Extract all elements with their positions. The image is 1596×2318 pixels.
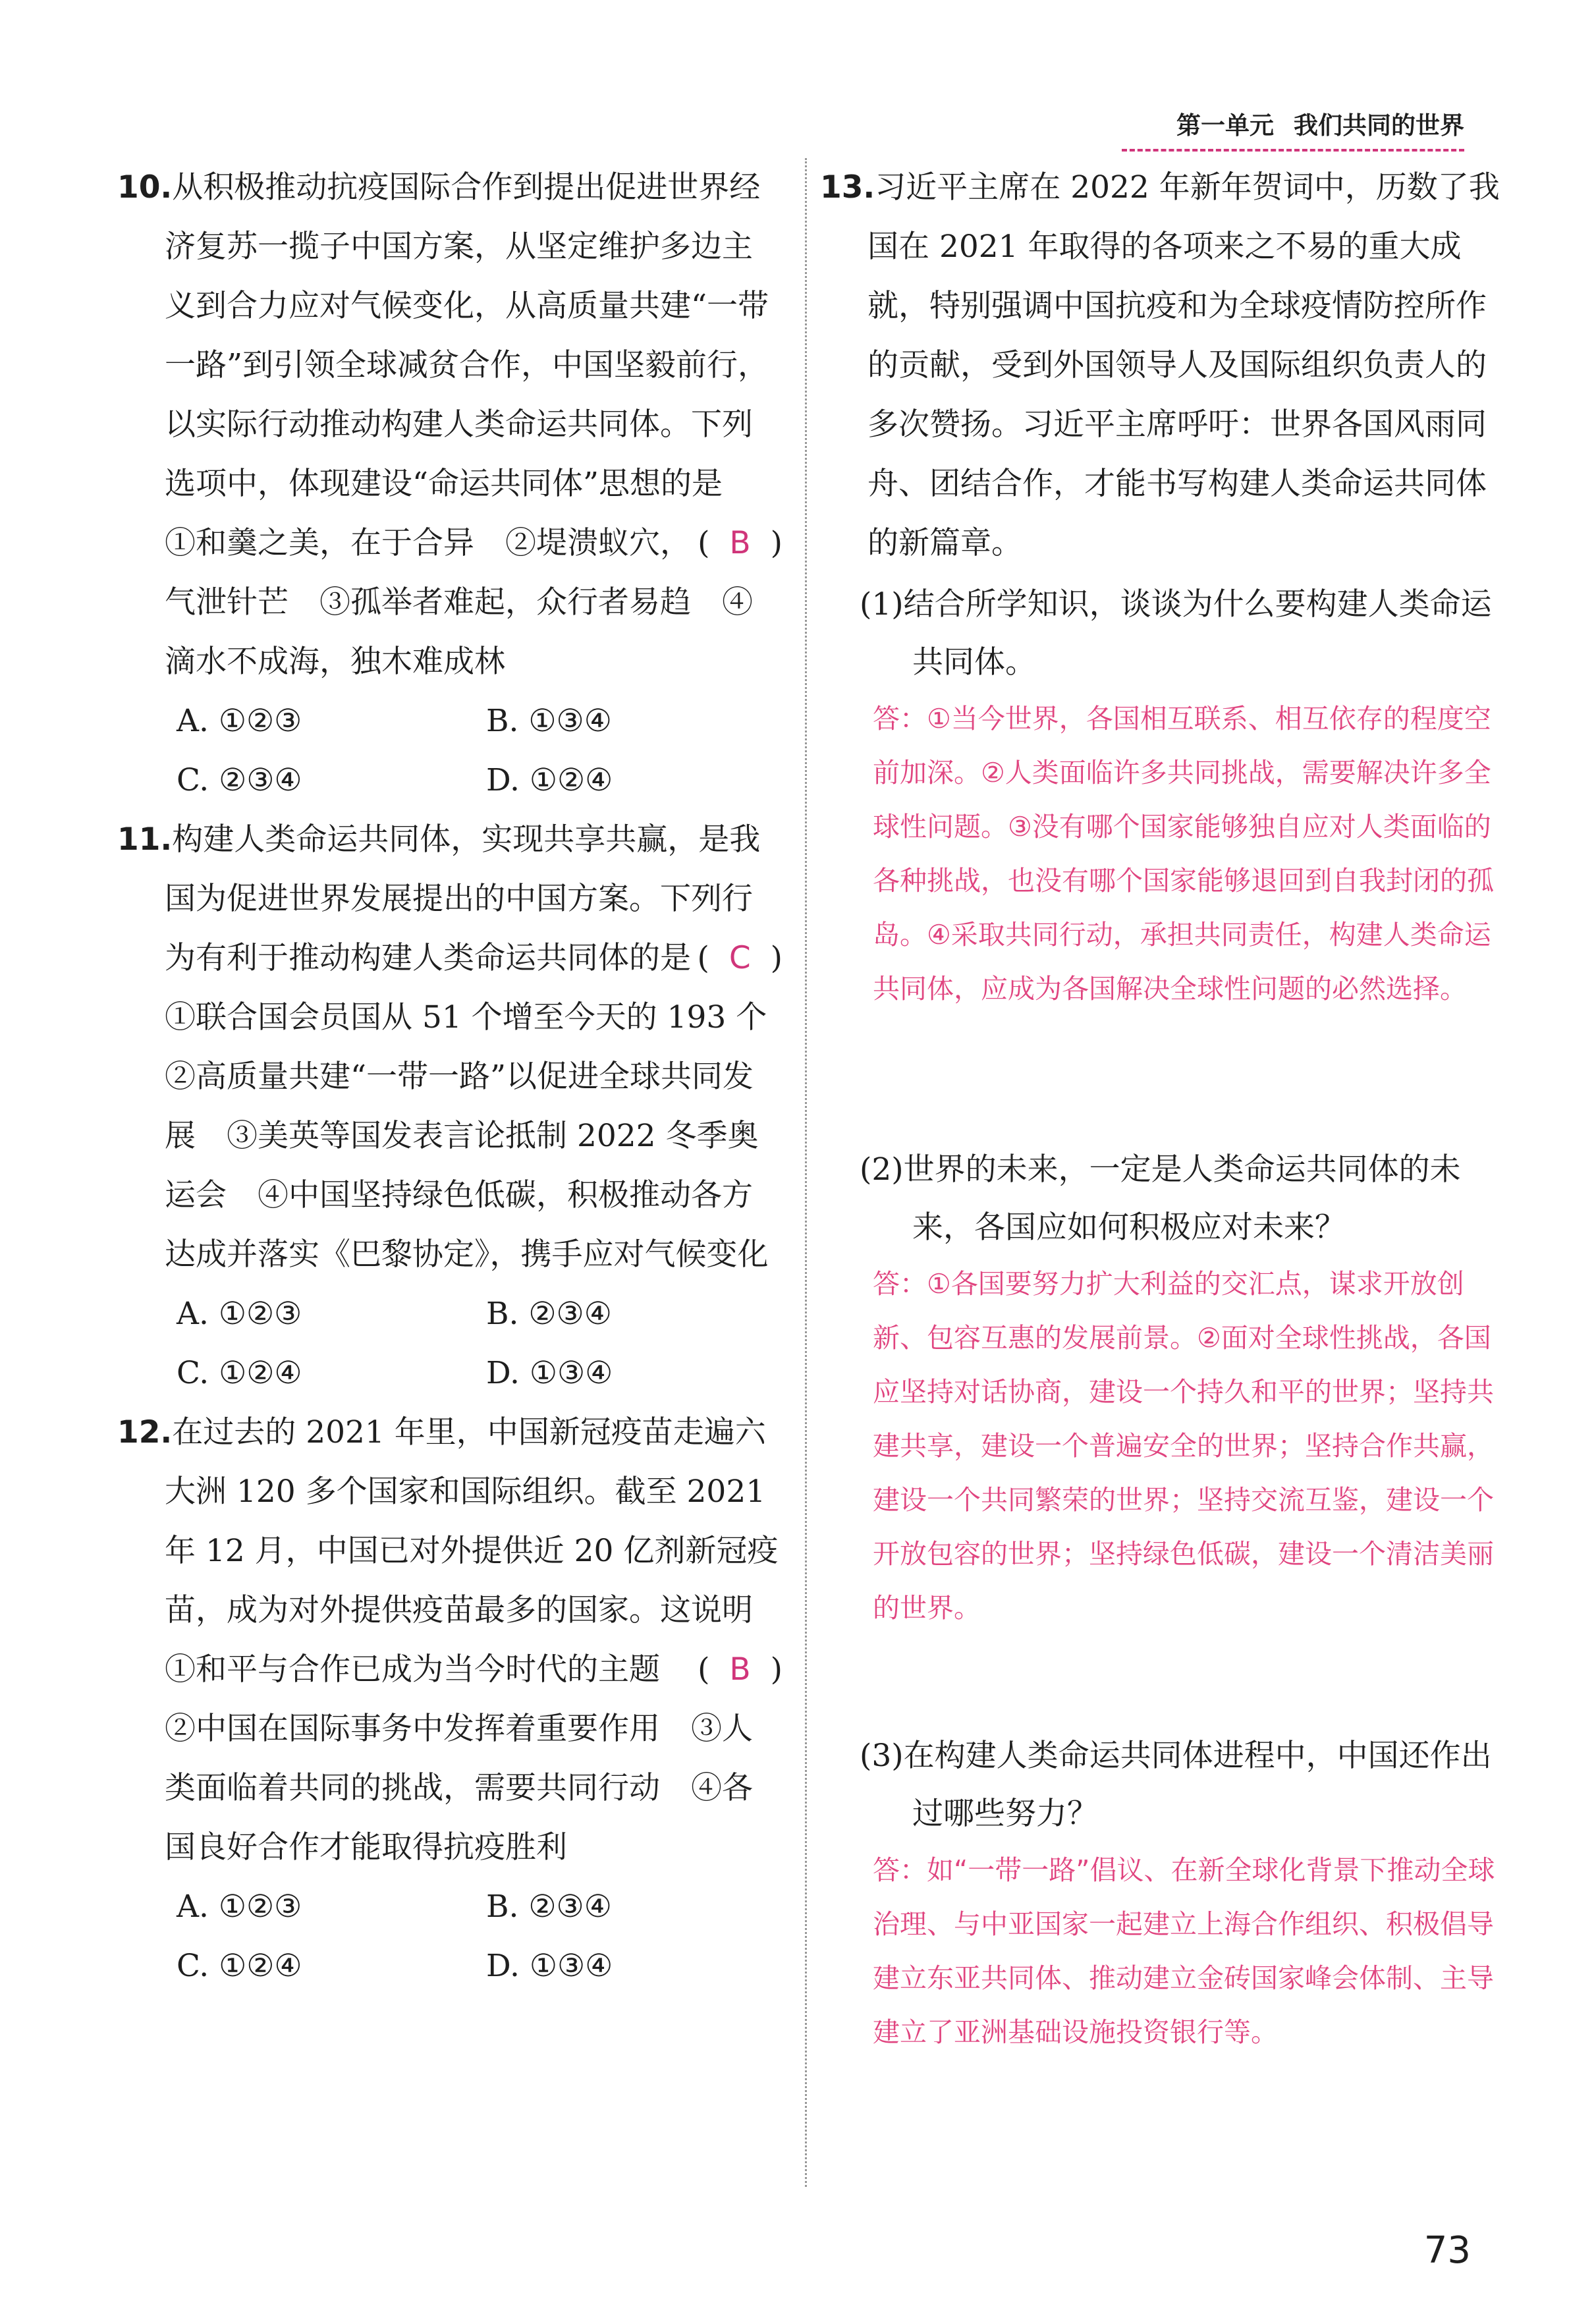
stem-text: 习近平主席在 2022 年新年贺词中，历数了我国在 2021 年取得的各项来之不易的重大成就，特别强调中国抗疫和为全球疫情防控所作的贡献，受到外国领导人及国际组织负责人的多次赞扬。习近平主席呼吁：世界各国风雨同舟、团结合作，才能书写构建人类命运共同体的新篇章。 [867, 169, 1500, 561]
answer-letter: B [729, 525, 751, 561]
option-d: D. ①③④ [486, 1355, 613, 1391]
option-d: D. ①③④ [486, 1948, 613, 1984]
question-13 [820, 158, 1505, 2059]
statements: ①和羹之美，在于合异 ②堤溃蚁穴，气泄针芒 ③孤举者难起，众行者易趋 ④滴水不成海，独木难成林 [165, 525, 753, 680]
answer-2: 答：①各国要努力扩大利益的交汇点，谋求开放创新、包容互惠的发展前景。②面对全球性挑战，各国应坚持对话协商，建设一个持久和平的世界；坚持共建共享，建设一个普遍安全的世界；坚持合作共赢，建设一个共同繁荣的世界；坚持交流互鉴，建设一个开放包容的世界；坚持绿色低碳，建设一个清洁美丽的世界。 [873, 1268, 1494, 1624]
stem-text: 从积极推动抗疫国际合作到提出促进世界经济复苏一揽子中国方案，从坚定维护多边主义到合力应对气候变化，从高质量共建“一带一路”到引领全球减贫合作，中国坚毅前行，以实际行动推动构建人类命运共同体。下列选项中，体现建设“命运共同体”思想的是 [165, 169, 769, 502]
statements: ①和平与合作已成为当今时代的主题 ②中国在国际事务中发挥着重要作用 ③人类面临着共同的挑战，需要共同行动 ④各国良好合作才能取得抗疫胜利 [165, 1651, 753, 1865]
option-c: C. ②③④ [177, 762, 302, 798]
unit-label: 第一单元 [1176, 111, 1274, 140]
header-divider [1122, 149, 1464, 152]
answer-bracket: ( C ) [697, 940, 783, 976]
page-number: 73 [1423, 2229, 1471, 2272]
unit-title: 我们共同的世界 [1294, 111, 1464, 140]
question-10 [117, 158, 783, 810]
option-b: B. ②③④ [486, 1889, 612, 1925]
options [117, 1877, 783, 1996]
page-header [1122, 105, 1464, 152]
option-c: C. ①②④ [177, 1948, 302, 1984]
question-stem [820, 158, 1505, 573]
option-d: D. ①②④ [486, 762, 613, 798]
option-c: C. ①②④ [177, 1355, 302, 1391]
answer-bracket: ( B ) [698, 1651, 783, 1688]
question-11 [117, 810, 798, 1403]
question-number: 11. [117, 821, 173, 858]
sub-question-3: (3)在构建人类命运共同体进程中，中国还作出过哪些努力？ [860, 1738, 1492, 1832]
column-divider [805, 158, 807, 2187]
answer-letter: B [729, 1651, 751, 1688]
sub-question-1: (1)结合所学知识，谈谈为什么要构建人类命运共同体。 [860, 586, 1492, 680]
options [117, 692, 783, 810]
question-stem [117, 810, 783, 988]
answer-bracket: ( B ) [698, 525, 783, 561]
options [117, 1284, 783, 1403]
option-a: A. ①②③ [177, 703, 302, 739]
option-b: B. ①③④ [486, 703, 612, 739]
option-b: B. ②③④ [486, 1296, 612, 1332]
option-a: A. ①②③ [177, 1889, 302, 1925]
option-a: A. ①②③ [177, 1296, 302, 1332]
right-column [820, 158, 1505, 2059]
answer-letter: C [729, 940, 751, 976]
statements: ①联合国会员国从 51 个增至今天的 193 个 ②高质量共建“一带一路”以促进全球共同发展 ③美英等国发表言论抵制 2022 冬季奥运会 ④中国坚持绿色低碳，积极推动各方达成并落实《巴黎协定》，携手应对气候变化 [165, 999, 798, 1273]
left-column [117, 158, 798, 1996]
answer-3: 答：如“一带一路”倡议、在新全球化背景下推动全球治理、与中亚国家一起建立上海合作组织、积极倡导建立东亚共同体、推动建立金砖国家峰会体制、主导建立了亚洲基础设施投资银行等。 [873, 1854, 1495, 2048]
question-stem [117, 158, 783, 561]
question-number: 10. [117, 169, 173, 206]
sub-question-2: (2)世界的未来，一定是人类命运共同体的未来，各国应如何积极应对未来？ [860, 1151, 1461, 1246]
stem-text: 构建人类命运共同体，实现共享共赢，是我国为促进世界发展提出的中国方案。下列行为有利于推动构建人类命运共同体的是 [165, 821, 761, 976]
answer-1: 答：①当今世界，各国相互联系、相互依存的程度空前加深。②人类面临许多共同挑战，需要解决许多全球性问题。③没有哪个国家能够独自应对人类面临的各种挑战，也没有哪个国家能够退回到自我封闭的孤岛。④采取共同行动，承担共同责任，构建人类命运共同体，应成为各国解决全球性问题的必然选择。 [873, 703, 1494, 1005]
question-number: 13. [820, 169, 875, 206]
question-number: 12. [117, 1414, 173, 1450]
stem-text: 在过去的 2021 年里，中国新冠疫苗走遍六大洲 120 多个国家和国际组织。截至 2021 年 12 月，中国已对外提供近 20 亿剂新冠疫苗，成为对外提供疫苗最多的国家。这说明 [165, 1414, 779, 1628]
question-stem [117, 1403, 783, 1688]
question-12 [117, 1403, 783, 1996]
